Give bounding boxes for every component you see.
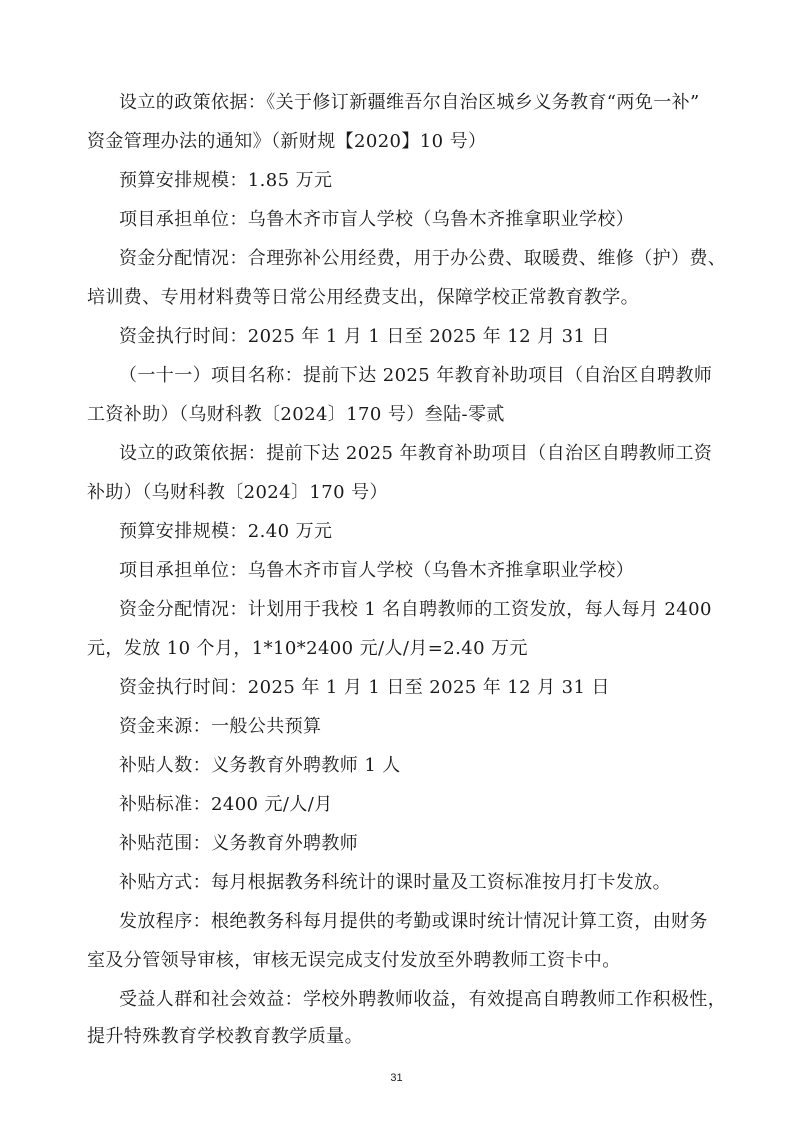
text-line-project-name-11-cont: 工资补助）（乌财科教〔2024〕170 号）叁陆-零贰 [87,404,505,425]
text-line-policy-basis-2-cont: 补助）（乌财科教〔2024〕170 号） [87,482,388,503]
text-line-beneficiaries: 受益人群和社会效益：学校外聘教师收益，有效提高自聘教师工作积极性， [119,989,727,1010]
text-line-undertaking-unit-1: 项目承担单位：乌鲁木齐市盲人学校（乌鲁木齐推拿职业学校） [119,209,635,230]
text-line-payment-procedure: 发放程序：根绝教务科每月提供的考勤或课时统计情况计算工资，由财务 [119,911,708,932]
text-line-fund-allocation-1: 资金分配情况：合理弥补公用经费，用于办公费、取暖费、维修（护）费、 [119,248,727,269]
text-line-policy-basis-1-cont: 资金管理办法的通知》（新财规【2020】10 号） [87,131,487,152]
text-line-policy-basis-1: 设立的政策依据：《关于修订新疆维吾尔自治区城乡义务教育“两免一补” [119,92,700,113]
text-line-fund-allocation-2: 资金分配情况：计划用于我校 1 名自聘教师的工资发放，每人每月 2400 [119,599,712,620]
text-line-subsidy-scope: 补贴范围：义务教育外聘教师 [119,833,359,854]
text-line-beneficiaries-cont: 提升特殊教育学校教育教学质量。 [87,1026,363,1047]
text-line-subsidy-count: 补贴人数：义务教育外聘教师 1 人 [119,755,401,776]
text-line-fund-allocation-1-cont: 培训费、专用材料费等日常公用经费支出，保障学校正常教育教学。 [87,287,639,308]
page-number: 31 [390,1072,403,1084]
text-line-subsidy-method: 补贴方式：每月根据教务科统计的课时量及工资标准按月打卡发放。 [119,872,671,893]
text-line-payment-procedure-cont: 室及分管领导审核，审核无误完成支付发放至外聘教师工资卡中。 [87,950,621,971]
text-line-fund-allocation-2-cont: 元，发放 10 个月，1*10*2400 元/人/月=2.40 万元 [87,638,528,659]
text-line-budget-scale-1: 预算安排规模：1.85 万元 [119,170,333,191]
text-line-project-name-11: （一十一）项目名称：提前下达 2025 年教育补助项目（自治区自聘教师 [119,365,713,386]
text-line-subsidy-standard: 补贴标准：2400 元/人/月 [119,794,333,815]
text-line-execution-time-1: 资金执行时间：2025 年 1 月 1 日至 2025 年 12 月 31 日 [119,326,610,347]
text-line-budget-scale-2: 预算安排规模：2.40 万元 [119,521,333,542]
text-line-undertaking-unit-2: 项目承担单位：乌鲁木齐市盲人学校（乌鲁木齐推拿职业学校） [119,560,635,581]
text-line-execution-time-2: 资金执行时间：2025 年 1 月 1 日至 2025 年 12 月 31 日 [119,677,610,698]
text-line-policy-basis-2: 设立的政策依据：提前下达 2025 年教育补助项目（自治区自聘教师工资 [119,443,713,464]
text-line-fund-source: 资金来源：一般公共预算 [119,716,322,737]
